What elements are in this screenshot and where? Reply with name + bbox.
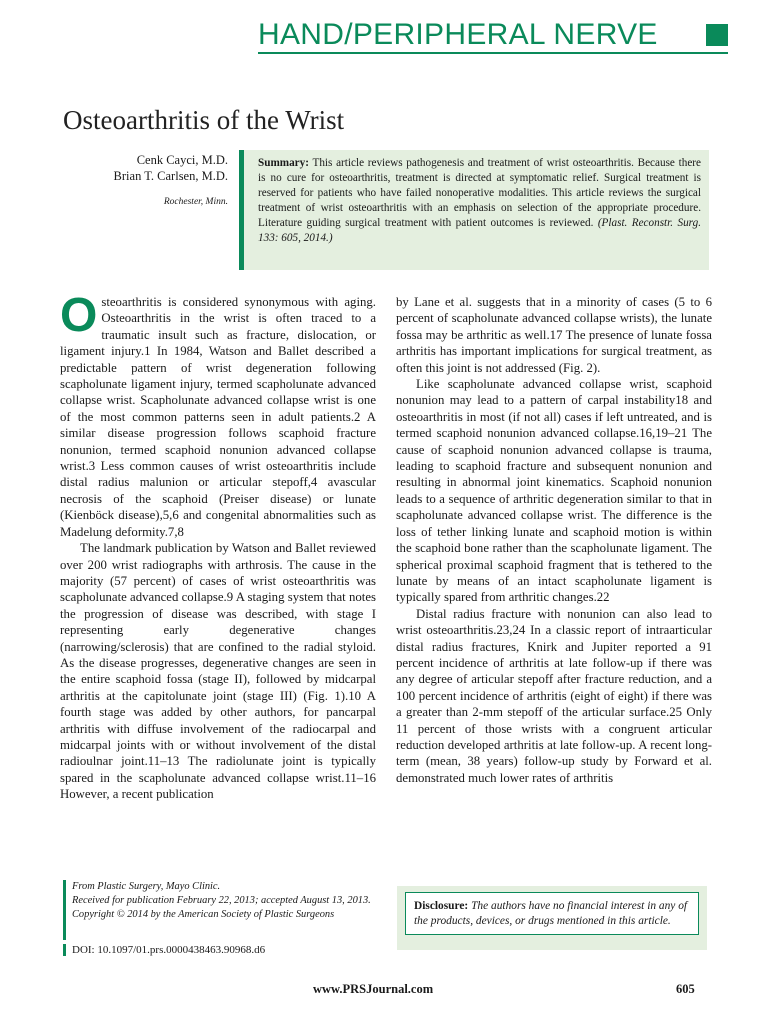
disclosure-label: Disclosure: [414,900,469,912]
article-footnote [63,880,373,940]
article-title: Osteoarthritis of the Wrist [63,105,345,135]
paragraph: The landmark publication by Watson and Ballet reviewed over 200 wrist radiographs with arthrosis. The cause in the majority (57 percent) of cases of wrist osteoarthritis was scapholunate advanced collapse.9 A staging system that notes the progression of disease was described, with stage I representing early degenerative changes (narrowing/sclerosis) that are confined to the radial styloid. As the disease progresses, degenerative changes are seen in the entire scaphoid fossa (stage II), followed by midcarpal arthritis at the capitolunate joint (stage III) (Fig. 1).10 A fourth stage was added by other authors, for pancarpal arthritis with diffuse involvement of the radiocarpal and midcarpal joints with or without involvement of the distal radioulnar joint.11–13 The radiolunate joint is typically spared in the scapholunate advanced collapse wrist.11–16 However, a recent publication [60,541,376,802]
footnote-affiliation: From Plastic Surgery, Mayo Clinic. [72,881,221,892]
paragraph: by Lane et al. suggests that in a minority of cases (5 to 6 percent of scapholunate advanced collapse wrists), the lunate fossa may be arthritic as well.17 The presence of lunate fossa arthritis has important implications for surgical treatment, as often this joint is not addressed (Fig. 2). [396,295,712,375]
summary-box [239,150,709,270]
paragraph: Like scapholunate advanced collapse wrist, scaphoid nonunion may lead to a pattern of carpal instability18 and osteoarthritis in most (if not all) cases if left untreated, and is termed scaphoid nonunion advanced collapse.16,19–21 The cause of scaphoid nonunion advanced collapse is trauma, leading to scaphoid fracture and subsequent nonunion and resulting in abnormal joint kinematics. Scaphoid nonunion leads to a sequence of arthritic degeneration similar to that in scapholunate advanced collapse wrist. The difference is the loss of tether linking lunate and scaphoid motion is within the scaphoid bone rather than the scapholunate ligament. The spherical proximal scaphoid fragment that is tethered to the lunate by means of an intact scapholunate ligament is typically spared from arthritic changes.22 [396,377,712,605]
drop-cap: O [60,294,98,342]
paragraph: Distal radius fracture with nonunion can also lead to wrist osteoarthritis.23,24 In a classic report of intraarticular distal radius fractures, Knirk and Jupiter reported a 91 percent incidence of arthritis at late follow-up if there was any degree of articular stepoff after fracture reduction, and a 100 percent incidence of arthritis (eight of eight) if there was a greater than 2-mm stepoff of the articular surface.25 Only 11 percent of those wrists with a congruent articular reduction developed arthritis at late follow-up. A recent long-term (mean, 38 years) follow-up study by Forward et al. demonstrated much lower rates of arthritis [396,606,712,785]
disclosure-text: The authors have no financial interest in any of the products, devices, or drugs mentioned in this article. [414,900,688,927]
paragraph-text: steoarthritis is considered synonymous with aging. Osteoarthritis in the wrist is often traced to a traumatic insult such as fracture, dislocation, or ligament injury.1 In 1984, Watson and Ballet described a predictable pattern of wrist degeneration following scapholunate ligament injury, termed scapholunate advanced collapse wrist. Scapholunate advanced collapse wrist is one of the most common patterns seen in adult patients.2 A similar disease progression follows scaphoid fracture nonunion, termed scaphoid nonunion advanced collapse wrist.3 Less common causes of wrist osteoarthritis include distal radius malunion or articular stepoff,4 avascular necrosis of the scaphoid (Preiser disease) or lunate (Kienböck disease),5,6 and congenital abnormalities such as Madelung deformity.7,8 [60,295,376,539]
summary-label: Summary: [258,157,309,169]
author-1: Cenk Cayci, M.D. [136,153,228,167]
author-2: Brian T. Carlsen, M.D. [113,169,228,183]
disclosure-inner [405,892,699,935]
paragraph [60,294,376,540]
body-column-right [396,294,712,868]
summary-text: This article reviews pathogenesis and treatment of wrist osteoarthritis. Because there is no cure for osteoarthritis, treatment is directed at symptomatic relief. Surgical treatment is reserved for patients who have failed nonoperative modalities. This article reviews the surgical treatment of wrist osteoarthritis with an emphasis on selection of the appropriate procedure. Literature guiding surgical treatment with patient outcomes is reviewed. [258,157,701,229]
footnote-copyright: Copyright © 2014 by the American Society of Plastic Surgeons [72,909,335,920]
author-affiliation: Rochester, Minn. [163,197,228,207]
disclosure-box [397,886,707,950]
doi: DOI: 10.1097/01.prs.0000438463.90968.d6 [63,944,373,956]
section-banner [258,18,728,54]
journal-url[interactable]: www.PRSJournal.com [313,982,434,996]
section-title: HAND/PERIPHERAL NERVE [258,18,658,51]
page-number: 605 [676,982,695,996]
banner-block [706,24,728,46]
body-column-left [60,294,376,868]
summary-citation: (Plast. Reconstr. Surg. 133: 605, 2014.) [258,217,701,244]
authors-block [63,152,228,210]
footnote-received: Received for publication February 22, 2013; accepted August 13, 2013. [72,895,371,906]
